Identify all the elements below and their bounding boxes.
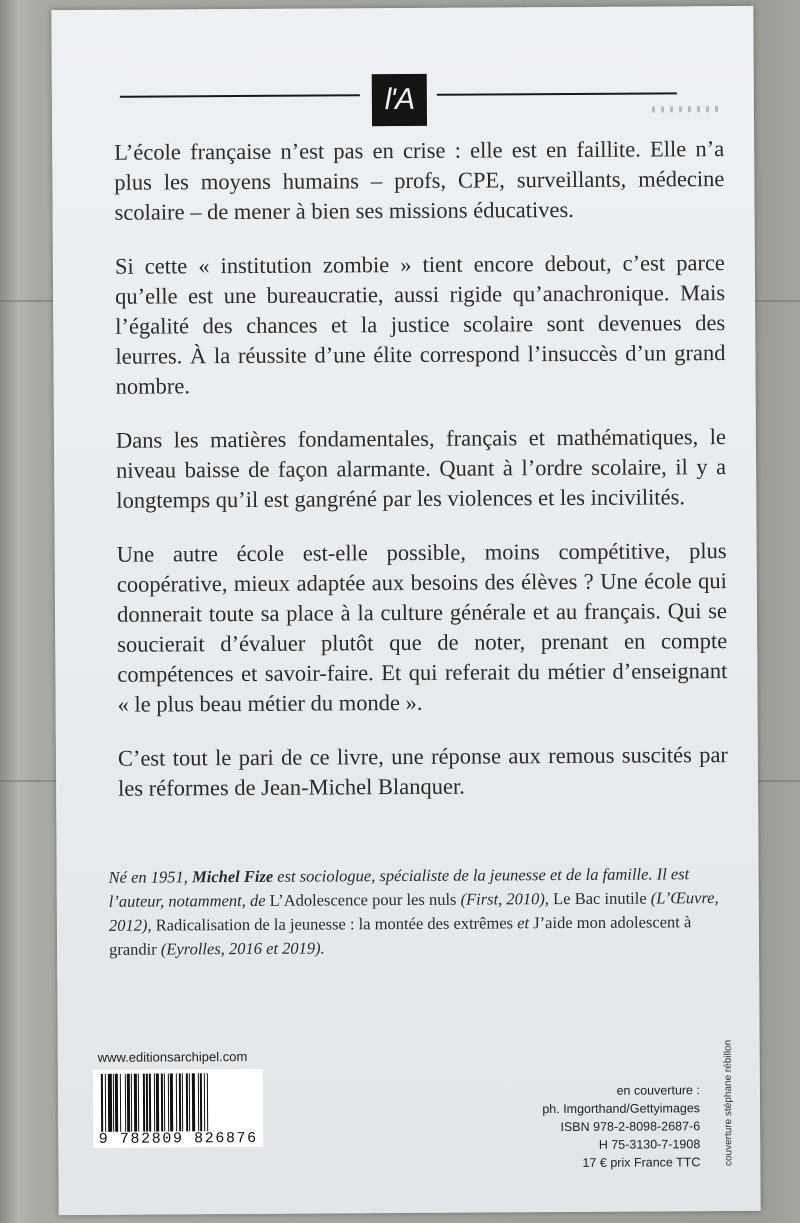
publisher-website: www.editionsarchipel.com [97,1048,248,1065]
scuff-mark [652,106,722,112]
price: 17 € prix France TTC [582,1155,701,1170]
book-title-2: Le Bac inutile [553,888,647,909]
barcode-digits: 9 782809 826876 [98,1129,258,1148]
book-title-3: Radicalisation de la jeunesse : la montée des extrêmes [155,913,514,935]
product-code: H 75-3130-7-1908 [598,1137,701,1152]
bio-line: est sociologue, spécialiste de la jeunesse et de la famille. Il est l’auteur, notamment, de [108,864,690,911]
barcode-bars [101,1073,259,1132]
publisher-3: (Eyrolles, 2016 et 2019). [156,938,325,959]
blurb-paragraph-2: Si cette « institution zombie » tient encore debout, c’est parce qu’elle est une bureaucratie, aussi rigide qu’anachronique. Mais l’égalité des chances et la justice scolaire sont devenues des leurres. À la réussite d’une élite correspond l’insuccès d’un grand nombre. [114,250,726,399]
header-rule-right [437,92,677,95]
photo-credit: ph. Imgorthand/Gettyimages [542,1101,701,1117]
header-rule-left [120,94,360,97]
blurb-paragraph-5: C’est tout le pari de ce livre, une réponse aux remous suscités par les réformes de Jean-Michel Blanquer. [117,742,728,801]
cover-credits [542,1081,700,1172]
publisher-2: (L’Œuvre, 2012), [108,888,719,935]
blurb-paragraph-1: L’école française n’est pas en crise : elle est en faillite. Elle n’a plus les moyens humains – profs, CPE, surveillants, médecine scolaire – de mener à bien ses missions éducatives. [114,136,725,225]
bio-and: et [512,913,534,933]
author-bio [109,862,730,962]
isbn: ISBN 978-2-8098-2687-6 [560,1119,701,1135]
book-back-cover [51,6,760,1215]
blurb-paragraph-4: Une autre école est-elle possible, moins compétitive, plus coopérative, mieux adaptée aux besoins des élèves ? Une école qui donnerait toute sa place à la culture générale et au français. Qui se soucierait d’évaluer plutôt que de noter, prenant en compte compétences et savoir-faire. Et qui referait du métier d’enseignant « le plus beau métier du monde ». [116,538,728,717]
blurb-text [114,134,728,828]
author-name: Michel Fize [191,866,274,887]
publisher-logo: l'A [372,74,427,126]
cover-design-credit: couverture stéphane rébillon [722,1039,735,1167]
barcode-stripe [208,1073,212,1131]
barcode [93,1069,263,1148]
bio-intro: Né en 1951, [108,867,193,887]
publisher-1: (First, 2010), [456,889,554,909]
book-title-4: J’aide mon adolescent à grandir [109,912,692,959]
blurb-paragraph-3: Dans les matières fondamentales, français et mathématiques, le niveau baisse de façon alarmante. Quant à l’ordre scolaire, il y a longtemps qu’il est gangréné par les violences et les incivilités. [115,424,727,513]
book-title-1: L’Adolescence pour les nuls [269,889,457,910]
credits-label: en couverture : [616,1083,700,1098]
